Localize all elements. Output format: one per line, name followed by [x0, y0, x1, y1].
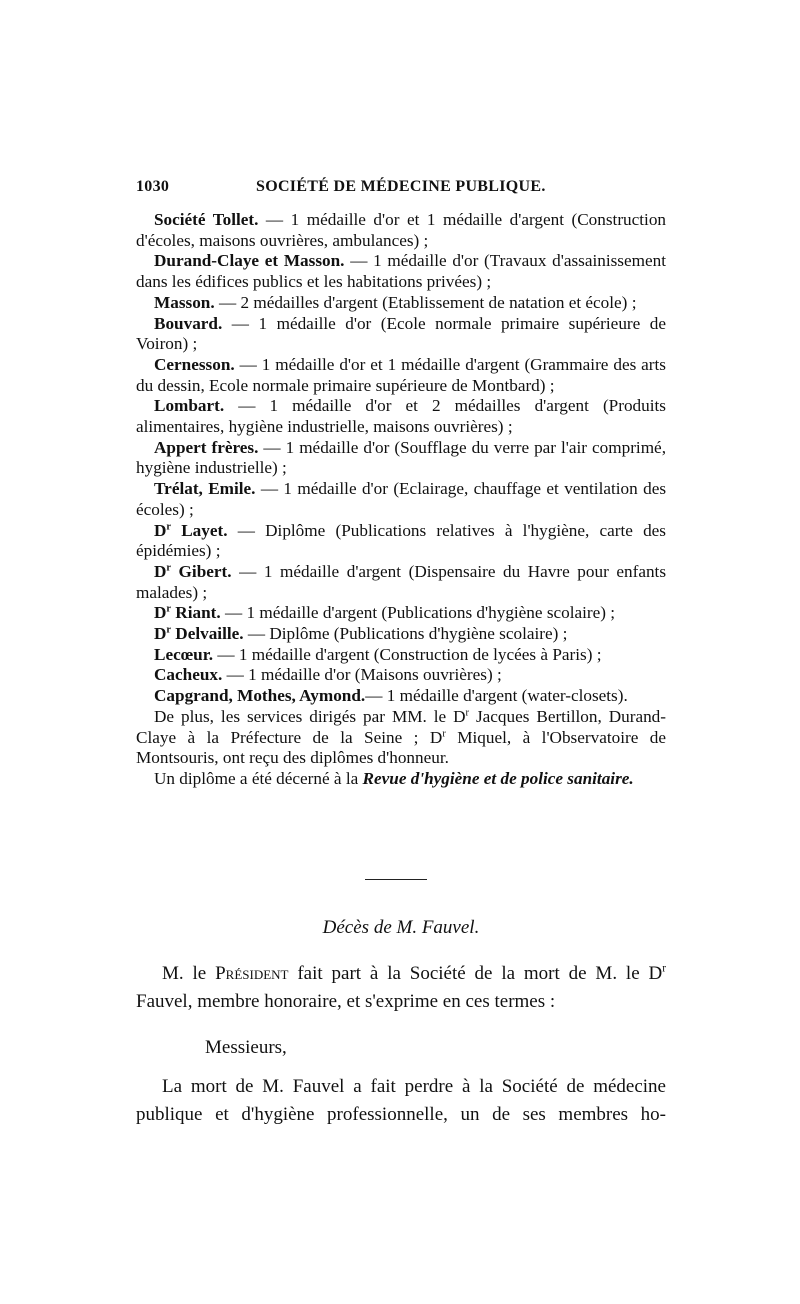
plus-sup-2: r	[442, 727, 446, 739]
award-entry	[136, 686, 666, 707]
diploma-paragraph	[136, 769, 666, 790]
award-description: — 2 médailles d'argent (Etablissement de natation et école) ;	[214, 292, 637, 312]
award-description: — 1 médaille d'or et 1 médaille d'argent (Construction d'écoles, maisons ouvrières, ambulances) ;	[136, 210, 667, 250]
award-entry	[136, 521, 666, 562]
recipient-name: Durand-Claye et Masson.	[154, 251, 345, 271]
recipient-name: Gibert.	[171, 561, 232, 581]
recipient-name: Bouvard.	[154, 313, 223, 333]
diploma-text: Un diplôme a été décerné à la	[154, 768, 363, 788]
award-recipient	[154, 314, 222, 333]
announcement-sup: r	[662, 962, 667, 975]
plus-text-2: Jacques Bertillon, Durand-Claye à la Préfecture de la Seine ; D	[136, 706, 666, 747]
award-entries	[136, 210, 666, 707]
award-recipient	[154, 479, 255, 498]
recipient-title-prefix: D	[154, 624, 167, 644]
plus-paragraph	[136, 707, 666, 769]
plus-sup-1: r	[465, 707, 469, 719]
diploma-journal-title: Revue d'hygiène et de police sanitaire.	[362, 768, 634, 788]
award-recipient	[154, 251, 344, 270]
award-entry	[136, 293, 666, 314]
announcement-paragraph	[136, 960, 666, 1016]
recipient-name: Société Tollet.	[154, 210, 259, 229]
award-entry	[136, 645, 666, 666]
recipient-title-sup: r	[166, 603, 171, 615]
award-description: — 1 médaille d'or (Maisons ouvrières) ;	[222, 665, 502, 685]
award-description: — Diplôme (Publications d'hygiène scolaire) ;	[243, 624, 568, 644]
award-description: — 1 médaille d'argent (Dispensaire du Havre pour enfants malades) ;	[136, 561, 667, 602]
page-number: 1030	[136, 178, 170, 195]
award-description: — 1 médaille d'or (Ecole normale primaire supérieure de Voiron) ;	[136, 313, 666, 354]
plus-text-3: Miquel, à l'Observatoire de Montsouris, ont reçu des diplômes d'honneur.	[136, 727, 666, 768]
award-entry	[136, 210, 666, 251]
recipient-name: Lombart.	[154, 396, 225, 416]
award-recipient	[154, 686, 365, 705]
plus-text-1: De plus, les services dirigés par MM. le D	[154, 706, 466, 726]
award-entry	[136, 665, 666, 686]
announcement-text-1: M. le	[162, 963, 216, 984]
award-description: — 1 médaille d'argent (water-closets).	[365, 686, 628, 706]
award-recipient	[154, 562, 232, 581]
recipient-name: Layet.	[171, 520, 228, 540]
award-entry	[136, 603, 666, 624]
recipient-title-prefix: D	[154, 520, 167, 540]
closing-text: La mort de M. Fauvel a fait perdre à la Société de médecine publique et d'hygiène professionnelle, un de ses membres ho-	[136, 1076, 666, 1125]
recipient-name: Masson.	[154, 292, 215, 312]
award-recipient	[154, 645, 213, 664]
award-recipient	[154, 355, 235, 374]
recipient-name: Lecœur.	[154, 644, 214, 664]
president-label: Président	[215, 963, 289, 984]
awards-list	[136, 210, 666, 790]
recipient-title-prefix: D	[154, 603, 167, 623]
award-entry	[136, 624, 666, 645]
announcement-text-3: Fauvel, membre honoraire, et s'exprime en ces termes :	[136, 991, 556, 1012]
award-recipient	[154, 438, 258, 457]
award-description: — Diplôme (Publications relatives à l'hygiène, carte des épidémies) ;	[136, 520, 666, 561]
award-recipient	[154, 293, 215, 312]
closing-paragraph	[136, 1073, 666, 1129]
recipient-name: Capgrand, Mothes, Aymond.	[154, 686, 366, 706]
award-recipient	[154, 665, 222, 684]
award-recipient	[154, 624, 244, 643]
section-title: Décès de M. Fauvel.	[322, 917, 480, 938]
award-description: — 1 médaille d'or (Soufflage du verre par l'air comprimé, hygiène industrielle) ;	[136, 437, 666, 478]
award-description: — 1 médaille d'argent (Construction de lycées à Paris) ;	[213, 644, 602, 664]
award-description: — 1 médaille d'or et 2 médailles d'argent (Produits alimentaires, hygiène industrielle, maisons ouvrières) ;	[136, 396, 666, 437]
recipient-name: Riant.	[171, 603, 221, 623]
section-divider	[365, 879, 427, 880]
recipient-name: Trélat, Emile.	[154, 479, 256, 499]
award-entry	[136, 479, 666, 520]
recipient-name: Cernesson.	[154, 354, 235, 374]
award-entry	[136, 314, 666, 355]
running-title: SOCIÉTÉ DE MÉDECINE PUBLIQUE.	[256, 178, 546, 195]
award-recipient	[154, 603, 221, 622]
award-recipient	[154, 396, 224, 415]
salutation: Messieurs,	[205, 1037, 287, 1058]
award-entry	[136, 251, 666, 292]
recipient-title-sup: r	[166, 624, 171, 636]
recipient-name: Delvaille.	[171, 624, 244, 644]
award-description: — 1 médaille d'or et 1 médaille d'argent (Grammaire des arts du dessin, Ecole normale primaire supérieure de Montbard) ;	[136, 354, 666, 395]
award-recipient	[154, 521, 228, 540]
award-entry	[136, 396, 666, 437]
award-description: — 1 médaille d'argent (Publications d'hygiène scolaire) ;	[220, 603, 616, 623]
recipient-title-prefix: D	[154, 561, 167, 581]
recipient-title-sup: r	[166, 520, 171, 532]
award-entry	[136, 355, 666, 396]
recipient-name: Appert frères.	[154, 437, 259, 457]
announcement-text-2: fait part à la Société de la mort de M. le D	[288, 963, 663, 984]
recipient-title-sup: r	[166, 562, 171, 574]
award-entry	[136, 562, 666, 603]
award-entry	[136, 438, 666, 479]
recipient-name: Cacheux.	[154, 665, 223, 685]
award-recipient	[154, 210, 258, 229]
award-description: — 1 médaille d'or (Travaux d'assainissement dans les édifices publics et les habitations privées) ;	[136, 251, 666, 292]
award-description: — 1 médaille d'or (Eclairage, chauffage et ventilation des écoles) ;	[136, 479, 667, 519]
